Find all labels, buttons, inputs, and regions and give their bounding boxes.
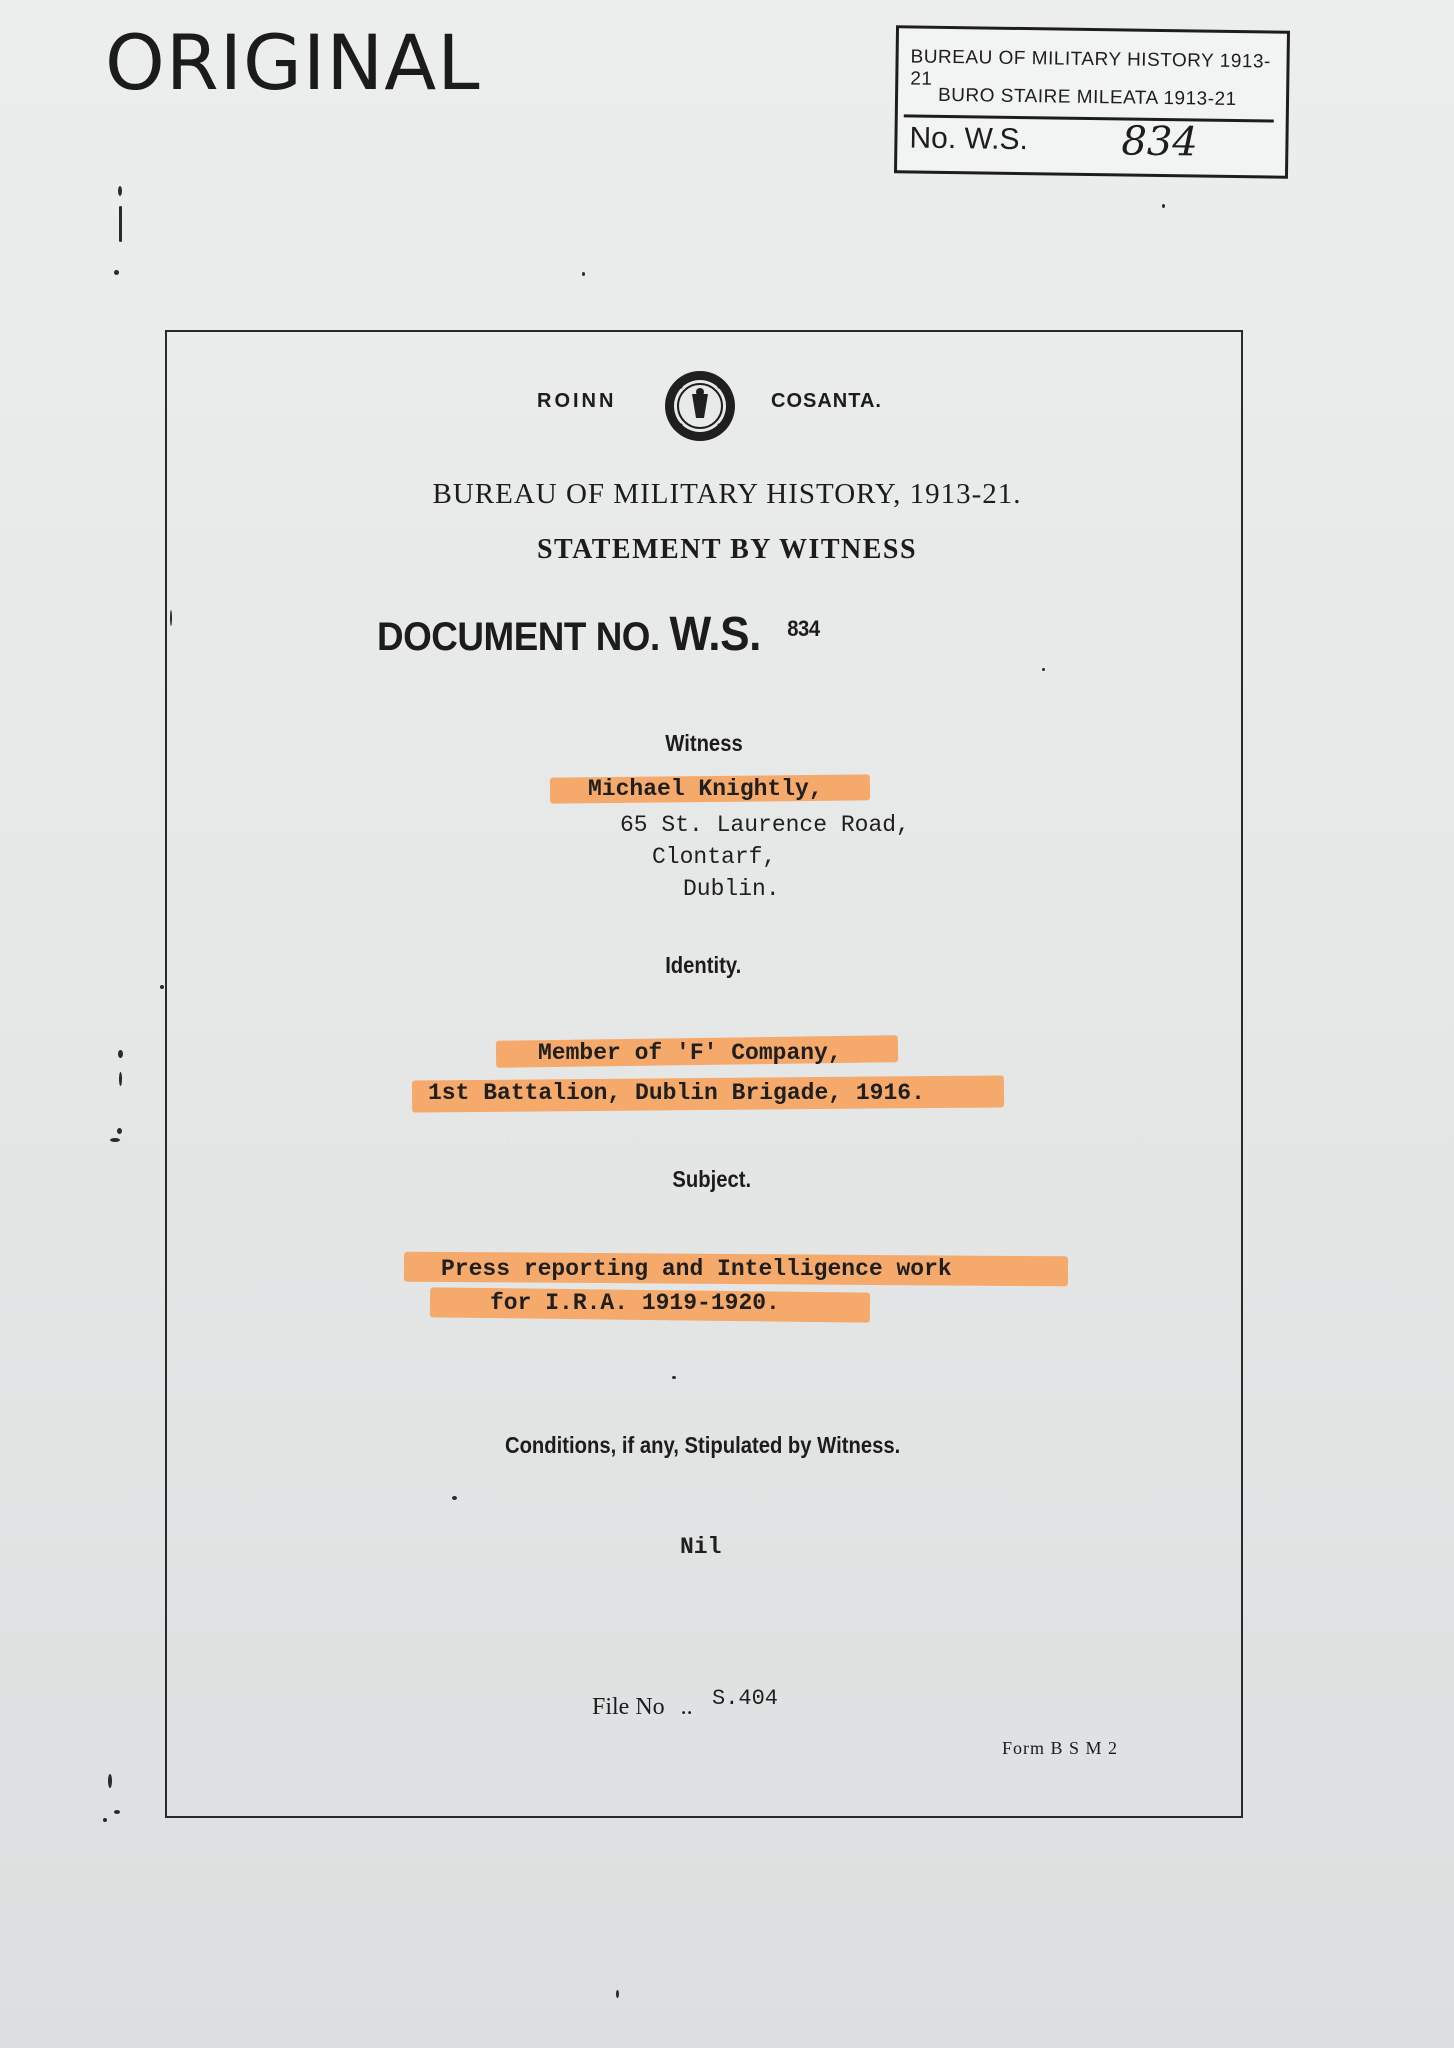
stamp-number-box [903,114,1274,166]
subject-line-2: for I.R.A. 1919-1920. [490,1290,780,1316]
identity-line-2: 1st Battalion, Dublin Brigade, 1916. [428,1080,925,1106]
stamp-line-2: BURO STAIRE MILEATA 1913-21 [937,84,1237,111]
document-number-value: 834 [787,616,820,641]
speck [118,186,122,196]
conditions-value: Nil [680,1534,722,1560]
stamp-line-1: BUREAU OF MILITARY HISTORY 1913-21 [910,46,1271,90]
file-number-value: S.404 [712,1686,779,1711]
speck [119,1072,122,1086]
speck [1042,668,1045,671]
conditions-label: Conditions, if any, Stipulated by Witness. [504,1432,901,1458]
identity-label: Identity. [665,952,742,978]
witness-label: Witness [665,730,743,756]
speck [160,985,164,989]
stamp-handwritten-number: 834 [1121,118,1199,166]
seal-icon [662,368,738,444]
file-number-label: File No [592,1694,665,1720]
speck [117,1128,122,1134]
speck [1162,204,1165,208]
speck [672,1376,676,1379]
document-number-label: DOCUMENT NO. [377,615,660,659]
speck [582,272,585,276]
file-number: File No .. [592,1694,693,1720]
speck [118,1050,123,1058]
speck [110,1138,120,1142]
speck [452,1496,457,1500]
speck [119,206,122,242]
witness-address-2: Clontarf, [652,844,777,870]
statement-heading: STATEMENT BY WITNESS [536,534,918,565]
original-stamp: ORIGINAL [105,18,481,107]
form-code: Form B S M 2 [1002,1738,1119,1758]
identity-line-1: Member of 'F' Company, [538,1040,842,1066]
subject-line-1: Press reporting and Intelligence work [441,1256,952,1282]
cosanta-label: COSANTA. [771,390,882,412]
bureau-heading: BUREAU OF MILITARY HISTORY, 1913-21. [432,478,1022,510]
stamp-no-label: No. W.S. [909,121,1029,157]
subject-label: Subject. [672,1166,752,1192]
document-number [377,607,820,662]
witness-address-1: 65 St. Laurence Road, [620,812,910,838]
bureau-stamp [894,25,1290,178]
speck [114,270,119,275]
speck [108,1774,112,1788]
roinn-label: ROINN [537,390,617,412]
witness-name: Michael Knightly, [588,776,823,802]
document-ws: W.S. [669,608,761,661]
speck [114,1810,120,1814]
witness-address-3: Dublin. [683,876,780,902]
speck [616,1990,619,1998]
speck [170,610,172,626]
speck [103,1818,107,1822]
